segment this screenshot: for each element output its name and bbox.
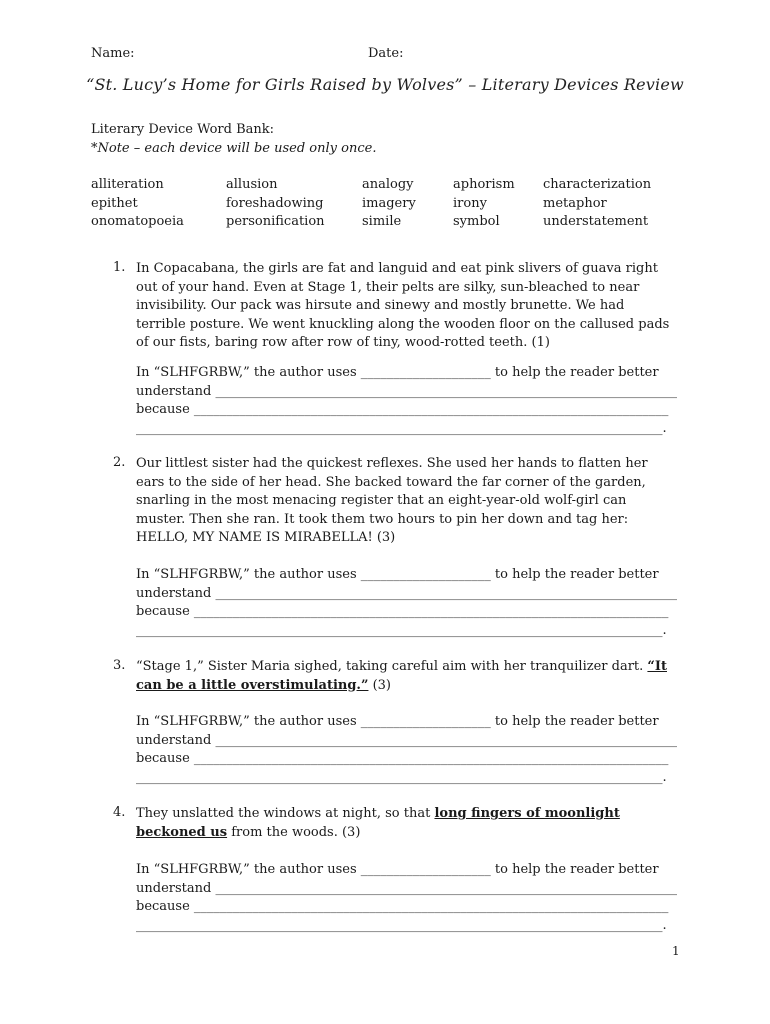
answer-line-because[interactable]: because _________________________________________________________________________ [136,899,669,914]
answer-line-because[interactable]: because _________________________________________________________________________ [136,604,669,619]
answer-block-1 [136,364,681,438]
page-title: “St. Lucy’s Home for Girls Raised by Wolves” – Literary Devices Review [86,75,684,94]
question-number: 4. [113,805,126,820]
answer-line-device[interactable]: In “SLHFGRBW,” the author uses ____________________ to help the reader better [136,365,659,380]
word-bank-term: epithet [91,195,138,211]
answer-line-device[interactable]: In “SLHFGRBW,” the author uses ____________________ to help the reader better [136,714,659,729]
question-passage: They unslatted the windows at night, so that long fingers of moonlight beckoned us from the woods. (3) [136,806,620,840]
word-bank-term: characterization [543,177,652,192]
word-bank-term: personification [226,214,325,229]
word-bank-term: onomatopoeia [91,214,184,229]
answer-line-understand[interactable]: understand _______________________________________________________________________ [136,585,677,601]
date-label: Date: [368,46,404,61]
answer-block-2 [136,566,681,640]
answer-line-continuation[interactable]: _________________________________________________________________________________. [136,420,667,436]
answer-block-3 [136,713,681,787]
answer-line-understand[interactable]: understand _______________________________________________________________________ [136,383,677,399]
answer-line-device[interactable]: In “SLHFGRBW,” the author uses ____________________ to help the reader better [136,862,659,877]
question-passage: Our littlest sister had the quickest reflexes. She used her hands to flatten her ears to the side of her head. She backed toward the far corner of the garden, snarling in the most menacing register that an eight-year-old wolf-girl can muster. Then she ran. It took them two hours to pin her down and tag her: HELLO, MY NAME IS MIRABELLA! (3) [136,456,648,545]
question-passage: “Stage 1,” Sister Maria sighed, taking careful aim with her tranquilizer dart. “It can be a little overstimulating.” (3) [136,659,667,693]
answer-line-understand[interactable]: understand _______________________________________________________________________ [136,732,677,748]
word-bank-term: symbol [453,214,500,229]
word-bank-term: analogy [362,177,414,192]
answer-line-device[interactable]: In “SLHFGRBW,” the author uses ____________________ to help the reader better [136,567,659,582]
word-bank-term: alliteration [91,177,164,192]
answer-block-4 [136,861,681,935]
word-bank-term: allusion [226,177,278,192]
name-label: Name: [91,46,135,61]
word-bank-term: simile [362,214,402,229]
word-bank-term: irony [453,195,487,211]
answer-line-understand[interactable]: understand _______________________________________________________________________ [136,880,677,896]
word-bank-term: understatement [543,214,649,229]
question-passage: In Copacabana, the girls are fat and languid and eat pink slivers of guava right out of your hand. Even at Stage 1, their pelts are silky, sun-bleached to near invisibility. Our pack was hirsute and sinewy and mostly brunette. We had terrible posture. We went knuckling along the wooden floor on the callused pads of our fists, baring row after row of tiny, wood-rotted teeth. (1) [136,261,670,350]
answer-line-because[interactable]: because _________________________________________________________________________ [136,402,669,417]
word-bank-term: imagery [362,195,416,211]
answer-line-continuation[interactable]: _________________________________________________________________________________. [136,917,667,933]
word-bank-term: foreshadowing [226,195,324,211]
question-number: 1. [113,260,126,275]
answer-line-continuation[interactable]: _________________________________________________________________________________. [136,769,667,785]
answer-line-because[interactable]: because _________________________________________________________________________ [136,751,669,766]
question-number: 3. [113,658,126,673]
answer-line-continuation[interactable]: _________________________________________________________________________________. [136,622,667,638]
word-bank-term: aphorism [453,177,515,192]
page-number: 1 [672,944,680,958]
word-bank-term: metaphor [543,195,607,211]
word-bank-note: *Note – each device will be used only once. [91,141,377,156]
word-bank-label: Literary Device Word Bank: [91,122,274,137]
question-number: 2. [113,455,126,470]
